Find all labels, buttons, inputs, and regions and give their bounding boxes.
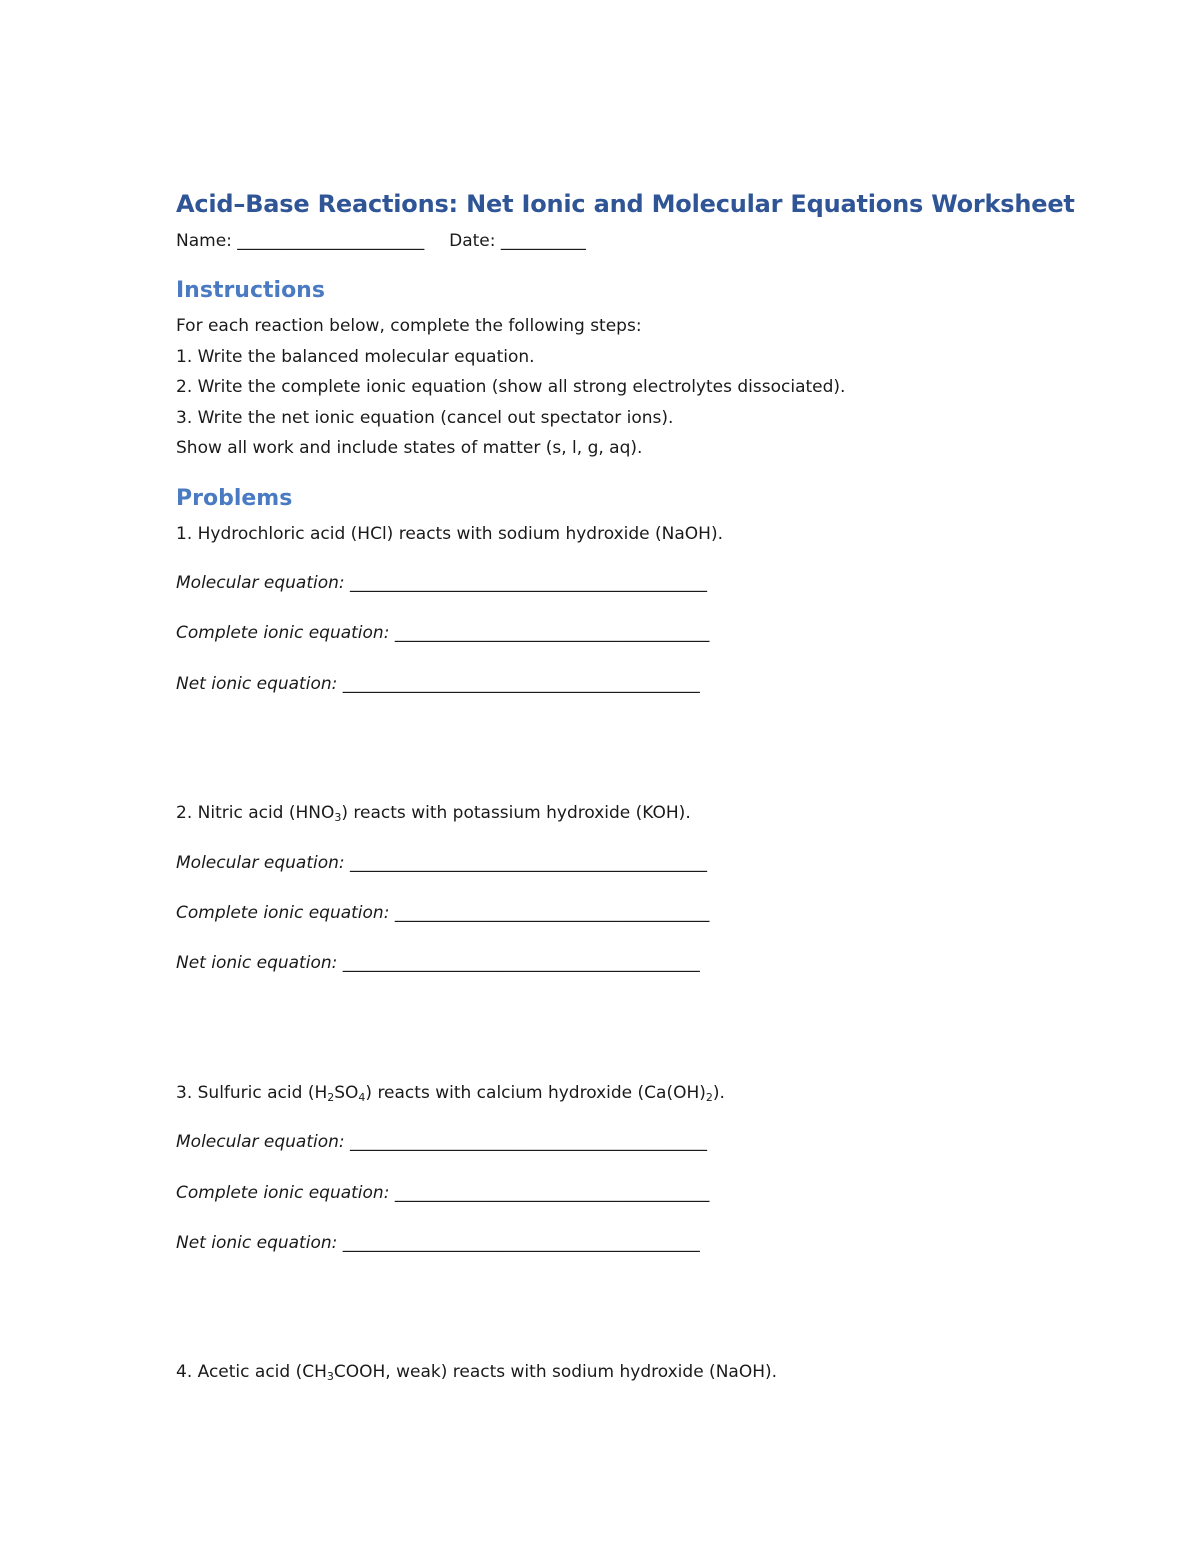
net-ionic-equation-label: Net ionic equation:: [176, 1233, 338, 1253]
complete-ionic-equation-label: Complete ionic equation:: [176, 1183, 390, 1203]
problem-4-prompt: 4. Acetic acid ($CH_3COOH$, weak) reacts with sodium hydroxide (NaOH).: [176, 1362, 778, 1383]
net-ionic-equation-label: Net ionic equation:: [176, 953, 338, 973]
problem-1-complete-ionic-equation: [176, 623, 709, 643]
problems-heading: Problems: [176, 486, 293, 511]
molecular-equation-label: Molecular equation:: [176, 573, 345, 593]
problem-3-complete-ionic-equation: [176, 1183, 709, 1203]
complete-ionic-equation-label: Complete ionic equation:: [176, 903, 390, 923]
problem-3-net-ionic-equation: [176, 1233, 700, 1253]
problem-2-prompt: 2. Nitric acid $(HNO_3)$ reacts with potassium hydroxide (KOH).: [176, 803, 691, 824]
net-ionic-equation-label: Net ionic equation:: [176, 674, 338, 694]
problem-1-prompt: 1. Hydrochloric acid (HCl) reacts with sodium hydroxide (NaOH).: [176, 524, 723, 544]
date-label: Date:: [449, 231, 496, 251]
molecular-equation-label: Molecular equation:: [176, 853, 345, 873]
complete-ionic-equation-label: Complete ionic equation:: [176, 623, 390, 643]
instructions-note: Show all work and include states of matter (s, l, g, aq).: [176, 438, 643, 458]
problem-1-molecular-equation: [176, 573, 707, 593]
instruction-step-2: 2. Write the complete ionic equation (show all strong electrolytes dissociated).: [176, 377, 846, 397]
problem-1-net-ionic-equation: [176, 674, 700, 694]
problem-2-complete-ionic-equation: [176, 903, 709, 923]
problem-2-molecular-equation: [176, 853, 707, 873]
worksheet-title: Acid–Base Reactions: Net Ionic and Molecular Equations Worksheet: [176, 190, 1075, 218]
name-label: Name:: [176, 231, 232, 251]
instruction-step-1: 1. Write the balanced molecular equation.: [176, 347, 535, 367]
problem-3-prompt: 3. Sulfuric acid $(H_2SO_4)$ reacts with calcium hydroxide $(Ca(OH)_2)$.: [176, 1083, 725, 1104]
problem-3-molecular-equation: [176, 1132, 707, 1152]
instruction-step-3: 3. Write the net ionic equation (cancel out spectator ions).: [176, 408, 674, 428]
instructions-intro: For each reaction below, complete the following steps:: [176, 316, 642, 336]
answer-blank[interactable]: __________________________________________: [342, 1233, 700, 1253]
answer-blank[interactable]: __________________________________________: [342, 953, 700, 973]
answer-blank[interactable]: __________________________________________: [350, 853, 708, 873]
instructions-heading: Instructions: [176, 278, 325, 303]
date-blank[interactable]: __________: [500, 231, 586, 251]
name-date-line: [176, 231, 586, 251]
answer-blank[interactable]: __________________________________________: [350, 1132, 708, 1152]
answer-blank[interactable]: _____________________________________: [394, 1183, 710, 1203]
answer-blank[interactable]: _____________________________________: [394, 623, 710, 643]
answer-blank[interactable]: __________________________________________: [342, 674, 700, 694]
answer-blank[interactable]: _____________________________________: [394, 903, 710, 923]
answer-blank[interactable]: __________________________________________: [350, 573, 708, 593]
name-blank[interactable]: ______________________: [237, 231, 425, 251]
problem-2-net-ionic-equation: [176, 953, 700, 973]
molecular-equation-label: Molecular equation:: [176, 1132, 345, 1152]
